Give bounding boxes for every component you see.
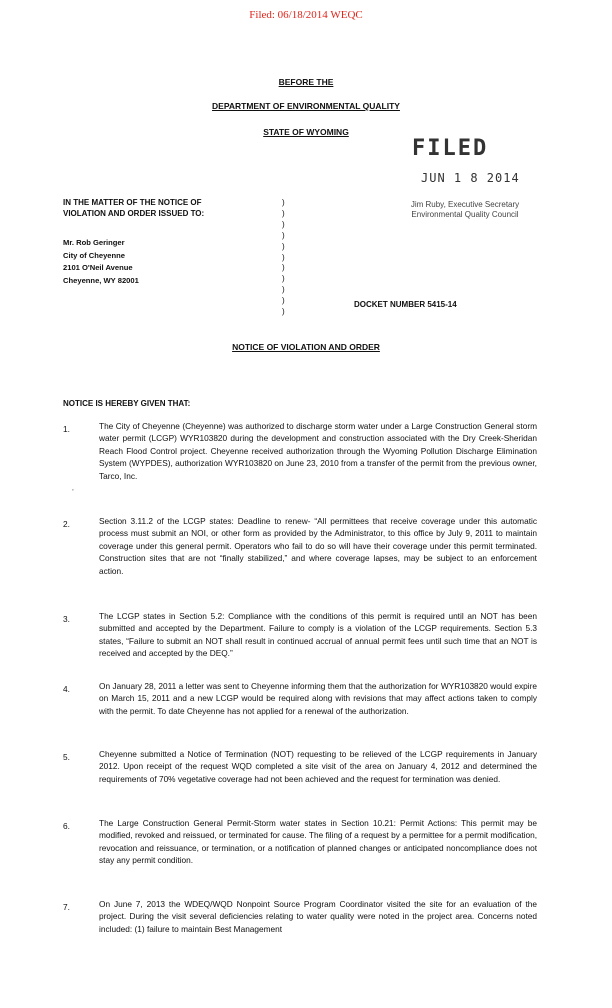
paragraph-text: Section 3.11.2 of the LCGP states: Deadline to renew- “All permittees that receive coverage under this automatic process must submit an NOI, or other form as provided by the Administrator, to this office by July 9, 2011 to maintain coverage under this general permit. Operators who fail to do so will have their coverage under this permit terminated. Construction sites that are not “finally stabilized,” and where coverage lapses, may be subject to an enforcement action. (99, 516, 537, 576)
paren: ) (282, 252, 285, 262)
caption-parens (282, 198, 290, 318)
address-name: Mr. Rob Geringer (63, 238, 125, 247)
paren: ) (282, 274, 285, 284)
paragraph-text: On June 7, 2013 the WDEQ/WQD Nonpoint Source Program Coordinator visited the site for an evaluation of the project. During the visit several deficiencies relating to water quality were noted in the project area. Concerns noted included: (1) failure to maintain Best Management (99, 899, 537, 934)
filed-stamp: Filed: 06/18/2014 WEQC (249, 9, 363, 21)
filed-sig-line1: Jim Ruby, Executive Secretary (410, 200, 520, 209)
notice-given-heading: NOTICE IS HEREBY GIVEN THAT: (63, 399, 191, 408)
address-block (63, 237, 139, 287)
caption-line2: VIOLATION AND ORDER ISSUED TO: (63, 209, 205, 218)
address-org: City of Cheyenne (63, 250, 126, 260)
paragraph-number: 4. (63, 684, 70, 694)
paragraph-text: The LCGP states in Section 5.2: Compliance with the conditions of this permit is required until an NOT has been submitted and accepted by the Department. Failure to comply is a violation of the LCGP requirements. Section 5.3 states, “Failure to submit an NOT shall result in continued accrual of annual permit fees until such time that an NOT is received and accepted by the DEQ.” (99, 611, 537, 659)
paragraph-number: 7. (63, 902, 70, 912)
address-street: 2101 O'Neil Avenue (63, 263, 133, 272)
header-before-the: BEFORE THE (278, 77, 334, 87)
filed-signature (395, 200, 535, 220)
paren: ) (282, 241, 285, 251)
header-state: STATE OF WYOMING (263, 127, 349, 137)
paragraph-number: 1. (63, 424, 70, 434)
paren: ) (282, 198, 285, 207)
paren: ) (282, 230, 285, 240)
header-department: DEPARTMENT OF ENVIRONMENTAL QUALITY (212, 101, 400, 111)
paren: ) (282, 263, 285, 273)
stray-mark: ’ (72, 488, 74, 497)
paragraph-text: Cheyenne submitted a Notice of Termination (NOT) requesting to be relieved of the LCGP requirements in January 2012. Upon receipt of the request WQD completed a site visit of the area on January 4, 2012 and determined the requirements of 70% vegetative coverage had not been achieved and the request for termination was denied. (99, 749, 537, 784)
paragraph-text: The City of Cheyenne (Cheyenne) was authorized to discharge storm water under a Large Construction General storm water permit (LCGP) WYR103820 during the development and construction associated with the Dry Creek-Sheridan Reach Flood Control project. Cheyenne received authorization through the Wyoming Pollution Discharge Elimination System (WYPDES), authorization WYR103820 on June 23, 2010 from a transfer of the permit from the previous owner, Tarco, Inc. (99, 421, 537, 481)
caption-line1: IN THE MATTER OF THE NOTICE OF (63, 198, 202, 207)
paragraph-text: On January 28, 2011 a letter was sent to Cheyenne informing them that the authorization for WYR103820 would expire on March 15, 2011 and a new LCGP would be required along with revisions that may affect actions taken to comply with the permit. To date Cheyenne has not applied for a renewal of the authorization. (99, 681, 537, 716)
paren: ) (282, 307, 285, 317)
filed-stamp-large: FILED (412, 136, 489, 161)
paren: ) (282, 208, 285, 218)
paragraph-text: The Large Construction General Permit-Storm water states in Section 10.21: Permit Actions: This permit may be modified, revoked and reissued, or terminated for cause. The filing of a request by a permittee for a permit modification, revocation and reissuance, or termination, or a notification of planned changes or anticipated noncompliance does not stay any permit condition. (99, 818, 537, 866)
paragraph-number: 2. (63, 519, 70, 529)
docket-number: DOCKET NUMBER 5415-14 (354, 300, 457, 309)
address-city: Cheyenne, WY 82001 (63, 275, 139, 285)
paragraph-number: 6. (63, 821, 70, 831)
paragraph-number: 5. (63, 752, 70, 762)
paren: ) (282, 219, 285, 229)
caption-matter (63, 197, 204, 219)
filed-sig-line2: Environmental Quality Council (411, 210, 519, 219)
paren: ) (282, 296, 285, 306)
filed-date: JUN 1 8 2014 (421, 171, 520, 185)
document-title: NOTICE OF VIOLATION AND ORDER (232, 342, 380, 352)
paren: ) (282, 285, 285, 295)
paragraph-number: 3. (63, 614, 70, 624)
